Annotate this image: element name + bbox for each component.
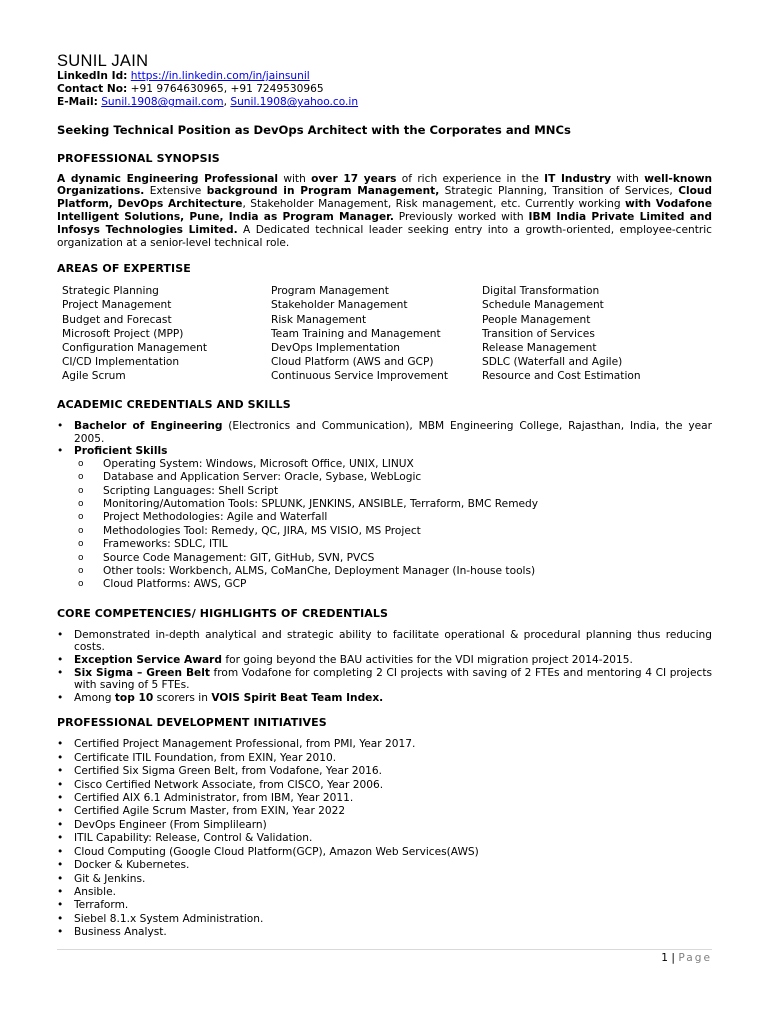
synopsis-run: with Vodafone Intelligent Solutions, Pune, India as Program Manager. (57, 198, 712, 223)
development-item: • Cisco Certified Network Associate, from CISCO, Year 2006. (57, 779, 712, 792)
skill-item: o Monitoring/Automation Tools: SPLUNK, JENKINS, ANSIBLE, Terraform, BMC Remedy (74, 498, 712, 511)
synopsis-run: of rich experience in the (396, 172, 545, 185)
expertise-item: Budget and Forecast (62, 313, 172, 326)
degree-details: (Electronics and Communication), MBM Engineering College, Rajasthan, India, the year 2005. (74, 420, 712, 445)
expertise-item: CI/CD Implementation (62, 355, 180, 368)
page-number: 1 (661, 952, 669, 964)
synopsis-run: Previously worked with (393, 211, 529, 223)
contact-line (57, 83, 712, 96)
expertise-grid (62, 284, 712, 383)
development-list (57, 738, 712, 939)
core-run: for going beyond the BAU activities for the VDI migration project 2014-2015. (222, 654, 633, 667)
development-item: • Certified AIX 6.1 Administrator, from IBM, Year 2011. (57, 792, 712, 805)
expertise-item: Continuous Service Improvement (271, 369, 448, 382)
expertise-item: Project Management (62, 299, 172, 312)
development-item: • Git & Jenkins. (57, 873, 712, 886)
skill-item: o Scripting Languages: Shell Script (74, 485, 712, 498)
expertise-item: Resource and Cost Estimation (482, 369, 641, 382)
email-label: E-Mail: (57, 96, 98, 109)
expertise-item: SDLC (Waterfall and Agile) (482, 355, 623, 368)
skill-item: o Source Code Management: GIT, GitHub, SVN, PVCS (74, 552, 712, 565)
footer-rule (57, 949, 712, 950)
expertise-item: Schedule Management (482, 299, 604, 312)
synopsis-run: well-known Organizations. (57, 172, 713, 198)
core-item (57, 629, 712, 654)
linkedin-link[interactable]: https://in.linkedin.com/in/jainsunil (130, 70, 310, 82)
core-item (57, 667, 712, 692)
contact-block (57, 70, 712, 110)
development-item: • ITIL Capability: Release, Control & Validation. (57, 832, 712, 845)
skill-item: o Frameworks: SDLC, ITIL (74, 538, 712, 551)
synopsis-run: with (278, 172, 312, 185)
resume-page (57, 52, 712, 940)
core-item (57, 692, 712, 705)
development-item: • Business Analyst. (57, 926, 712, 939)
synopsis-paragraph (57, 173, 712, 250)
skills-item (57, 445, 712, 592)
synopsis-run: A Dedicated technical leader seeking entry into a growth-oriented, employee-centric organization at a senior-level technical role. (57, 223, 712, 249)
expertise-item: Strategic Planning (62, 285, 159, 298)
skills-list (74, 458, 712, 592)
expertise-item: Release Management (482, 341, 597, 354)
expertise-item: Program Management (271, 285, 389, 298)
page-separator: | (671, 952, 675, 964)
academic-list (57, 420, 712, 592)
development-item: • Docker & Kubernetes. (57, 859, 712, 872)
synopsis-run: Extensive (144, 185, 207, 198)
core-run: Demonstrated in-depth analytical and strategic ability to facilitate operational & procedural planning thus reducing costs. (74, 628, 712, 654)
development-item: • Cloud Computing (Google Cloud Platform(GCP), Amazon Web Services(AWS) (57, 846, 712, 859)
development-item: • Certified Agile Scrum Master, from EXIN, Year 2022 (57, 805, 712, 818)
email-separator: , (223, 96, 227, 109)
development-item: • Certified Six Sigma Green Belt, from Vodafone, Year 2016. (57, 765, 712, 778)
email-line (57, 96, 712, 109)
core-run: Six Sigma – Green Belt (74, 666, 210, 679)
core-list (57, 629, 712, 705)
expertise-item: DevOps Implementation (271, 341, 401, 354)
expertise-item: Digital Transformation (482, 285, 600, 298)
development-item: • Siebel 8.1.x System Administration. (57, 913, 712, 926)
email-link-gmail[interactable]: Sunil.1908@gmail.com (101, 96, 224, 109)
career-objective: Seeking Technical Position as DevOps Architect with the Corporates and MNCs (57, 122, 571, 137)
development-item: • DevOps Engineer (From Simplilearn) (57, 819, 712, 832)
academic-heading: ACADEMIC CREDENTIALS AND SKILLS (57, 398, 291, 412)
linkedin-label: LinkedIn Id: (57, 70, 128, 82)
core-run: top 10 (114, 691, 154, 704)
contact-label: Contact No: (57, 83, 128, 96)
development-item: • Certified Project Management Professional, from PMI, Year 2017. (57, 738, 712, 751)
expertise-heading: AREAS OF EXPERTISE (57, 262, 191, 276)
core-run: from Vodafone for completing 2 CI projects with saving of 2 FTEs and mentoring 4 CI projects with saving of 5 FTEs. (74, 666, 712, 692)
degree-item (57, 420, 712, 445)
synopsis-run: A dynamic Engineering Professional (57, 172, 279, 185)
synopsis-run: Cloud Platform, DevOps Architecture (57, 185, 712, 211)
core-run: scorers in (153, 691, 212, 704)
expertise-item: Team Training and Management (271, 327, 441, 340)
expertise-item: Risk Management (271, 313, 367, 326)
expertise-item: Microsoft Project (MPP) (62, 327, 184, 340)
page-word: Page (678, 952, 712, 964)
development-item: • Ansible. (57, 886, 712, 899)
skill-item: o Other tools: Workbench, ALMS, CoManChe, Deployment Manager (In-house tools) (74, 565, 712, 578)
synopsis-run: , Stakeholder Management, Risk management, etc. Currently working (242, 198, 625, 211)
skill-item: o Database and Application Server: Oracle, Sybase, WebLogic (74, 471, 712, 484)
expertise-item: Agile Scrum (62, 369, 126, 382)
expertise-item: Transition of Services (482, 327, 595, 340)
email-link-yahoo[interactable]: Sunil.1908@yahoo.co.in (230, 96, 359, 109)
skills-label: Proficient Skills (74, 445, 168, 458)
synopsis-run: IBM India Private Limited and Infosys Technologies Limited. (57, 211, 712, 236)
contact-value: +91 9764630965, +91 7249530965 (130, 83, 324, 96)
skill-item: o Cloud Platforms: AWS, GCP (74, 578, 712, 591)
expertise-item: Stakeholder Management (271, 299, 408, 312)
synopsis-run: background in Program Management, (206, 185, 440, 198)
page-footer (661, 952, 712, 964)
development-item: • Certificate ITIL Foundation, from EXIN, Year 2010. (57, 752, 712, 765)
linkedin-line (57, 70, 712, 83)
core-run: Among (74, 691, 115, 704)
synopsis-run: over 17 years (311, 172, 397, 185)
skill-item: o Project Methodologies: Agile and Waterfall (74, 511, 712, 524)
core-item (57, 654, 712, 667)
skill-item: o Operating System: Windows, Microsoft Office, UNIX, LINUX (74, 458, 712, 471)
expertise-item: People Management (482, 313, 591, 326)
degree-title: Bachelor of Engineering (74, 420, 223, 433)
core-heading: CORE COMPETENCIES/ HIGHLIGHTS OF CREDENTIALS (57, 606, 389, 620)
candidate-name: SUNIL JAIN (57, 52, 149, 70)
synopsis-run: with (611, 172, 645, 185)
synopsis-heading: PROFESSIONAL SYNOPSIS (57, 151, 220, 165)
synopsis-run: Strategic Planning, Transition of Services, (439, 185, 679, 198)
skill-item: o Methodologies Tool: Remedy, QC, JIRA, MS VISIO, MS Project (74, 525, 712, 538)
development-heading: PROFESSIONAL DEVELOPMENT INITIATIVES (57, 716, 327, 730)
core-run: Exception Service Award (74, 654, 222, 667)
development-item: • Terraform. (57, 899, 712, 912)
expertise-item: Configuration Management (62, 341, 207, 354)
core-run: VOIS Spirit Beat Team Index. (211, 691, 384, 704)
synopsis-run: IT Industry (544, 172, 612, 185)
expertise-item: Cloud Platform (AWS and GCP) (271, 355, 434, 368)
